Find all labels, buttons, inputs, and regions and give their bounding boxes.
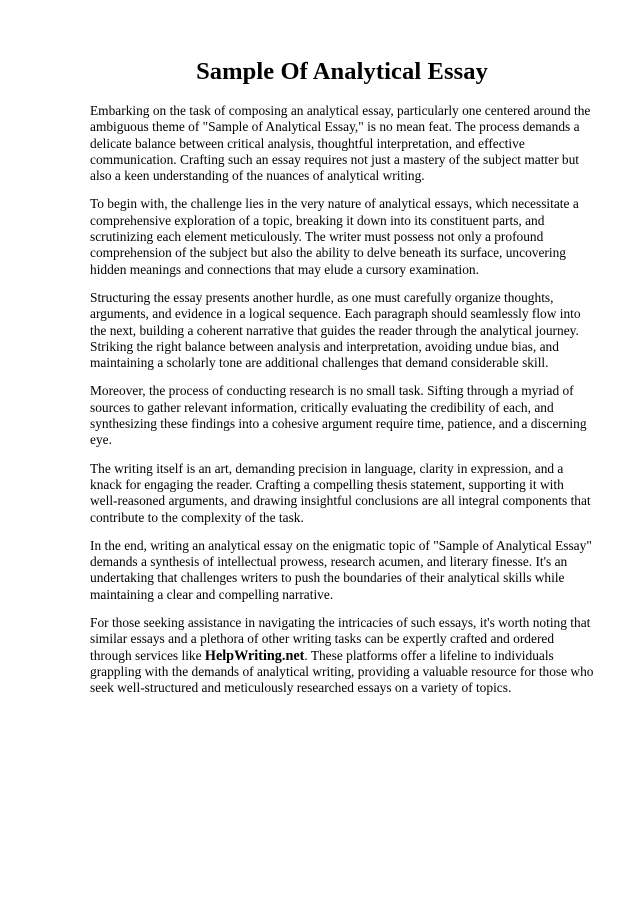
- paragraph-writing: The writing itself is an art, demanding precision in language, clarity in expression, and a knack for engaging the reader. Crafting a compelling thesis statement, supporting it with well-reasoned arguments, and drawing insightful conclusions are all integral components that contribute to the complexity of the task.: [90, 460, 591, 525]
- paragraph-structure: Structuring the essay presents another hurdle, as one must carefully organize thoughts, arguments, and evidence in a logical sequence. Each paragraph should seamlessly flow into the next, building a coherent narrative that guides the reader through the analytical journey. Striking the right balance between analysis and interpretation, avoiding undue bias, and maintaining a scholarly tone are additional challenges that demand considerable skill.: [90, 289, 581, 371]
- page-title: Sample Of Analytical Essay: [196, 58, 488, 85]
- resources-text-before-link: For those seeking assistance in navigating the intricacies of such essays, it's worth noting that similar essays and a plethora of other writing tasks can be expertly crafted and ordered through services like: [90, 615, 591, 663]
- paragraph-research: Moreover, the process of conducting research is no small task. Sifting through a myriad of sources to gather relevant information, critically evaluating the credibility of each, and synthesizing these findings into a cohesive argument require time, patience, and a discerning eye.: [90, 383, 587, 448]
- paragraph-resources: [90, 615, 594, 696]
- paragraph-conclusion: In the end, writing an analytical essay on the enigmatic topic of "Sample of Analytical Essay" demands a synthesis of intellectual prowess, research acumen, and literary finesse. It's an undertaking that challenges writers to push the boundaries of their analytical skills while maintaining a clear and compelling narrative.: [90, 537, 592, 602]
- paragraph-intro: Embarking on the task of composing an analytical essay, particularly one centered around the ambiguous theme of "Sample of Analytical Essay," is no mean feat. The process demands a delicate balance between critical analysis, thoughtful interpretation, and effective communication. Crafting such an essay requires not just a mastery of the subject matter but also a keen understanding of the nuances of analytical writing.: [90, 103, 591, 184]
- paragraph-nature: To begin with, the challenge lies in the very nature of analytical essays, which necessitate a comprehensive exploration of a topic, breaking it down into its constituent parts, and scrutinizing each element meticulously. The writer must possess not only a profound comprehension of the subject but also the ability to delve beneath its surface, uncovering hidden meanings and connections that may elude a cursory examination.: [90, 196, 579, 277]
- helpwriting-link[interactable]: HelpWriting.net: [204, 647, 305, 664]
- resources-text-after-link: . These platforms offer a lifeline to individuals grappling with the demands of analytical writing, providing a valuable resource for those who seek well-structured and meticulously researched essays on a variety of topics.: [90, 647, 594, 696]
